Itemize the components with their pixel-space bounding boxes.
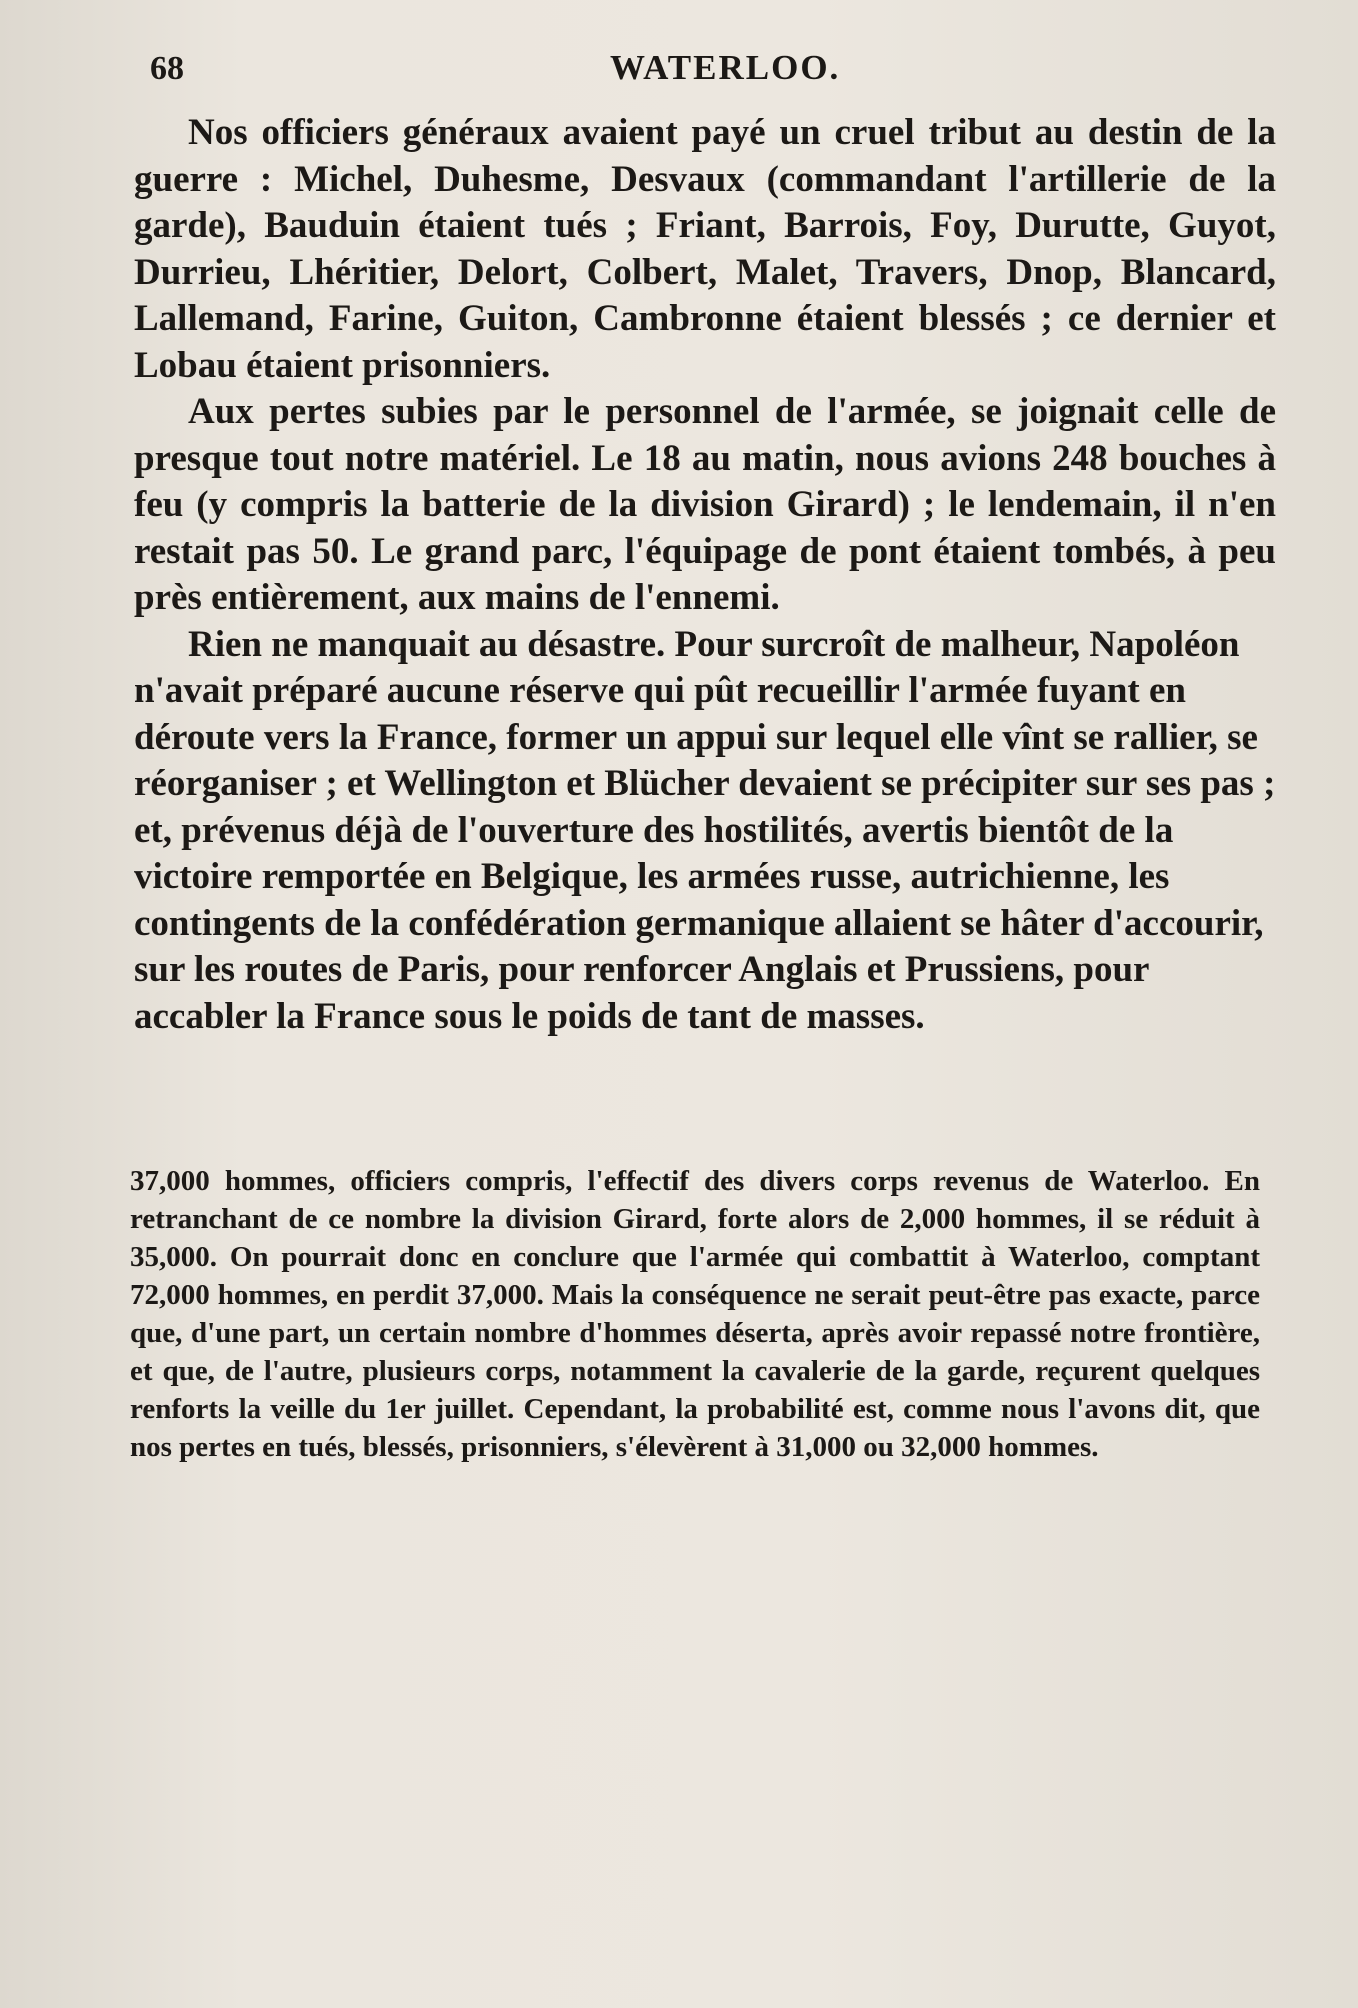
page-number: 68 [150, 50, 184, 87]
main-text [134, 110, 1276, 1040]
paragraph: Aux pertes subies par le personnel de l'armée, se joignait celle de presque tout notre matériel. Le 18 au matin, nous avions 248 bouches à feu (y compris la batterie de la division Girard) ; le lendemain, il n'en restait pas 50. Le grand parc, l'équipage de pont étaient tombés, à peu près entièrement, aux mains de l'ennemi. [134, 391, 1276, 618]
paragraph: Rien ne manquait au désastre. Pour surcroît de malheur, Napoléon n'avait préparé aucune réserve qui pût recueillir l'armée fuyant en déroute vers la France, former un appui sur lequel elle vînt se rallier, se réorganiser ; et Wellington et Blücher devaient se précipiter sur ses pas ; et, prévenus déjà de l'ouverture des hostilités, avertis bientôt de la victoire remportée en Belgique, les armées russe, autrichienne, les contingents de la confédération germanique allaient se hâter d'accourir, sur les routes de Paris, pour renforcer Anglais et Prussiens, pour accabler la France sous le poids de tant de masses. [134, 623, 1276, 1037]
paragraph: Nos officiers généraux avaient payé un cruel tribut au destin de la guerre : Michel, Duhesme, Desvaux (commandant l'artillerie de la garde), Bauduin étaient tués ; Friant, Barrois, Foy, Durutte, Guyot, Durrieu, Lhéritier, Delort, Colbert, Malet, Travers, Dnop, Blancard, Lallemand, Farine, Guiton, Cambronne étaient blessés ; ce dernier et Lobau étaient prisonniers. [134, 112, 1276, 386]
running-title: WATERLOO. [610, 48, 841, 87]
footnote: 37,000 hommes, officiers compris, l'effectif des divers corps revenus de Waterloo. En retranchant de ce nombre la division Girard, forte alors de 2,000 hommes, il se réduit à 35,000. On pourrait donc en conclure que l'armée qui combattit à Waterloo, comptant 72,000 hommes, en perdit 37,000. Mais la conséquence ne serait peut-être pas exacte, parce que, d'une part, un certain nombre d'hommes déserta, après avoir repassé notre frontière, et que, de l'autre, plusieurs corps, notamment la cavalerie de la garde, reçurent quelques renforts la veille du 1er juillet. Cependant, la probabilité est, comme nous l'avons dit, que nos pertes en tués, blessés, prisonniers, s'élevèrent à 31,000 ou 32,000 hommes. [130, 1165, 1260, 1463]
